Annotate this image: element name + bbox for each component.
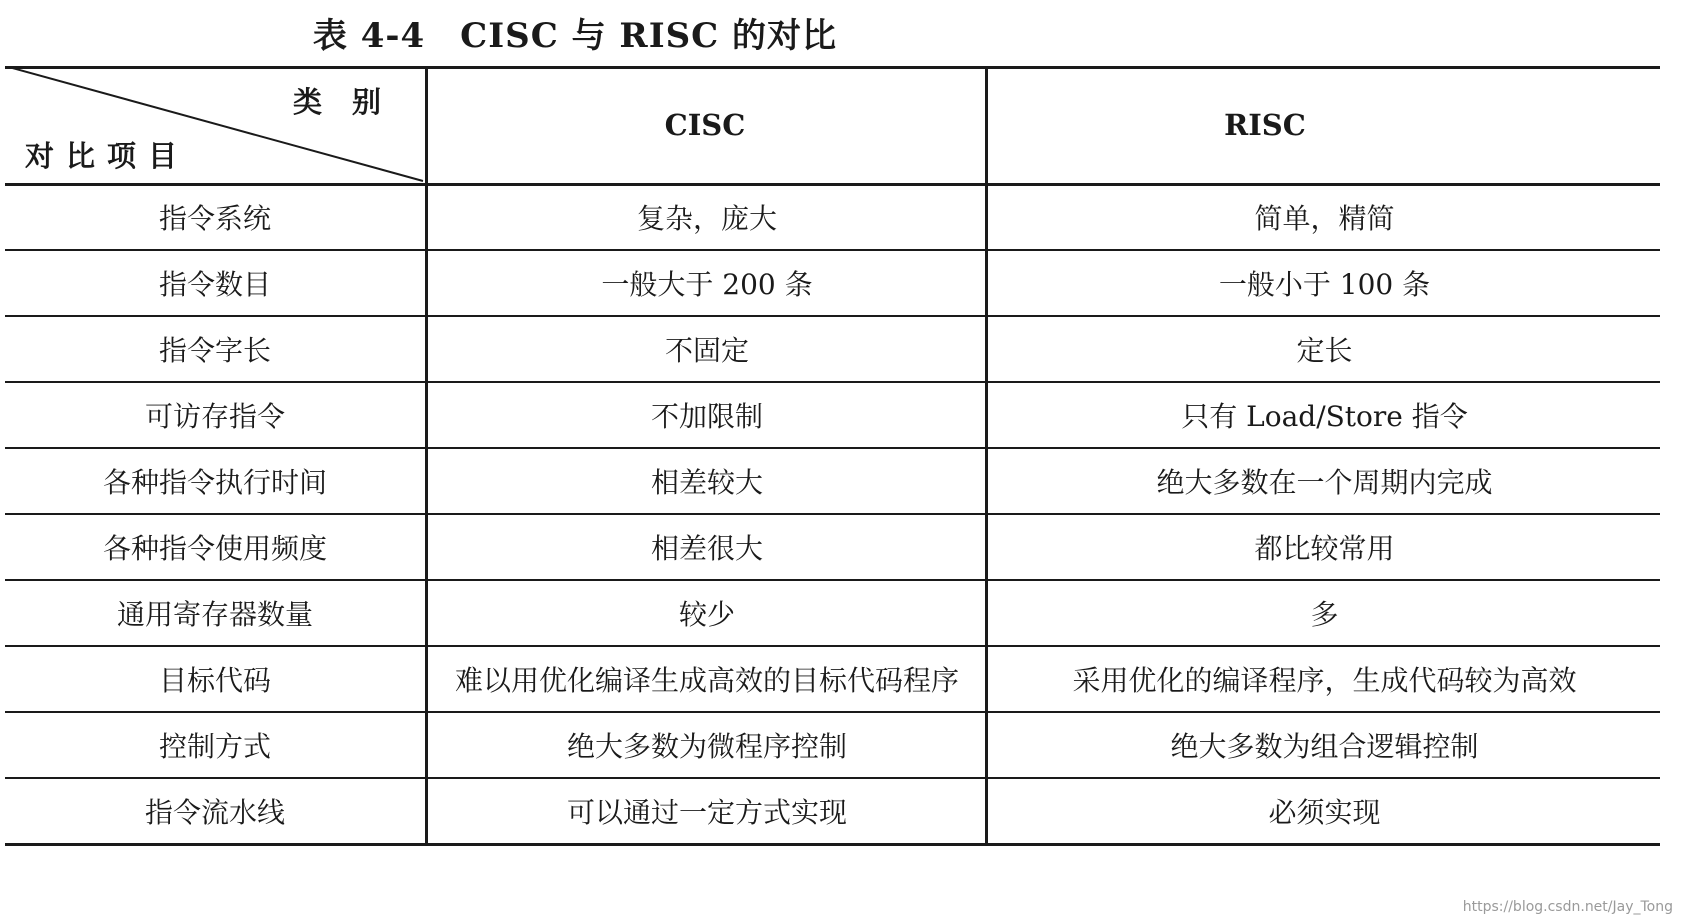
row-cisc-cell: 复杂，庞大 (636, 202, 777, 235)
row-risc-cell: 绝大多数为组合逻辑控制 (1170, 730, 1479, 763)
row-item-cell: 各种指令执行时间 (102, 466, 327, 499)
row-cisc-cell: 绝大多数为微程序控制 (566, 730, 847, 763)
row-item-cell: 通用寄存器数量 (116, 598, 313, 631)
row-cisc-cell: 相差很大 (650, 532, 763, 565)
row-cisc-cell: 难以用优化编译生成高效的目标代码程序 (454, 664, 959, 697)
watermark-url: https://blog.csdn.net/Jay_Tong (1462, 899, 1673, 915)
row-separator (5, 315, 1660, 317)
row-cisc-cell: 不加限制 (650, 400, 763, 433)
corner-header-item: 对比项目 (25, 139, 190, 173)
row-risc-cell: 定长 (1296, 334, 1353, 367)
row-separator (5, 777, 1660, 779)
row-cisc-cell: 可以通过一定方式实现 (566, 796, 847, 829)
row-risc-cell: 采用优化的编译程序，生成代码较为高效 (1072, 664, 1577, 697)
table-top-rule (5, 66, 1660, 69)
row-separator (5, 249, 1660, 251)
row-separator (5, 579, 1660, 581)
row-risc-cell: 一般小于 100 条 (1218, 268, 1431, 301)
column-header-risc: RISC (1224, 107, 1306, 142)
row-separator (5, 711, 1660, 713)
row-separator (5, 645, 1660, 647)
row-item-cell: 指令数目 (158, 268, 271, 301)
row-cisc-cell: 一般大于 200 条 (601, 268, 813, 301)
row-separator (5, 447, 1660, 449)
row-separator (5, 381, 1660, 383)
row-cisc-cell: 不固定 (664, 334, 749, 367)
row-item-cell: 目标代码 (158, 664, 271, 697)
row-item-cell: 指令系统 (158, 202, 271, 235)
row-item-cell: 指令流水线 (144, 796, 285, 829)
row-risc-cell: 多 (1310, 598, 1339, 631)
row-cisc-cell: 较少 (678, 598, 735, 631)
row-risc-cell: 简单，精简 (1254, 202, 1395, 235)
column-divider (425, 66, 428, 843)
row-cisc-cell: 相差较大 (650, 466, 763, 499)
row-item-cell: 各种指令使用频度 (102, 532, 327, 565)
row-item-cell: 可访存指令 (144, 400, 285, 433)
column-divider (985, 66, 988, 843)
row-risc-cell: 必须实现 (1268, 796, 1381, 829)
header-bottom-rule (5, 183, 1660, 186)
corner-header-category: 类别 (293, 85, 412, 119)
row-separator (5, 513, 1660, 515)
row-risc-cell: 都比较常用 (1254, 532, 1395, 565)
row-risc-cell: 只有 Load/Store 指令 (1181, 400, 1468, 433)
table-caption: 表 4-4 CISC 与 RISC 的对比 (312, 16, 838, 56)
column-header-cisc: CISC (664, 107, 746, 142)
row-risc-cell: 绝大多数在一个周期内完成 (1156, 466, 1493, 499)
row-item-cell: 指令字长 (158, 334, 271, 367)
row-item-cell: 控制方式 (158, 730, 271, 763)
table-bottom-rule (5, 843, 1660, 846)
comparison-table (5, 66, 1660, 904)
